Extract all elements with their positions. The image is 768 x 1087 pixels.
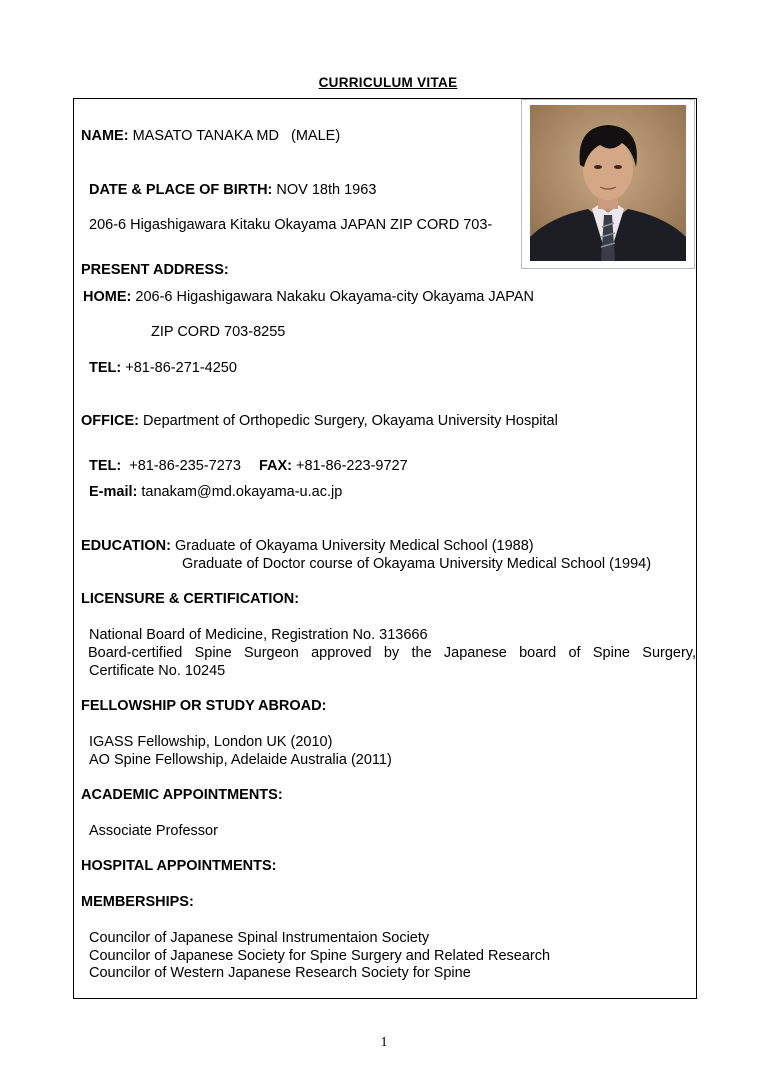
office-label: OFFICE: xyxy=(81,413,139,429)
office-line xyxy=(81,412,558,430)
name-value: MASATO TANAKA MD (MALE) xyxy=(132,128,341,144)
education-line xyxy=(81,537,534,555)
office-value: Department of Orthopedic Surgery, Okayama University Hospital xyxy=(143,413,558,429)
licensure-item: National Board of Medicine, Registration No. 313666 xyxy=(89,627,428,643)
home-tel-value: +81-86-271-4250 xyxy=(125,360,237,376)
office-tel-line xyxy=(89,457,408,475)
home-zip: ZIP CORD 703-8255 xyxy=(151,324,286,340)
academic-heading: ACADEMIC APPOINTMENTS: xyxy=(81,787,283,803)
birth-label: DATE & PLACE OF BIRTH: xyxy=(89,182,273,198)
home-tel-label: TEL: xyxy=(89,360,122,376)
membership-item: Councilor of Japanese Society for Spine Surgery and Related Research xyxy=(89,948,551,964)
office-tel-label: TEL: xyxy=(89,458,122,474)
hospital-heading: HOSPITAL APPOINTMENTS: xyxy=(81,858,277,874)
office-fax-value: +81-86-223-9727 xyxy=(296,458,408,474)
home-label: HOME: xyxy=(83,289,132,305)
fellowship-item: IGASS Fellowship, London UK (2010) xyxy=(89,734,333,750)
academic-item: Associate Professor xyxy=(89,823,218,839)
birth-address: 206-6 Higashigawara Kitaku Okayama JAPAN ZIP CORD 703- xyxy=(89,217,493,233)
home-line xyxy=(83,288,534,306)
name-label: NAME: xyxy=(81,128,129,144)
office-fax-label: FAX: xyxy=(258,458,292,474)
licensure-item: Certificate No. 10245 xyxy=(89,663,226,679)
office-email-value: tanakam@md.okayama-u.ac.jp xyxy=(141,484,343,500)
education-item: Graduate of Okayama University Medical School (1988) xyxy=(174,538,534,554)
document-title: CURRICULUM VITAE xyxy=(318,75,458,90)
portrait-photo-frame xyxy=(521,99,695,269)
membership-item: Councilor of Japanese Spinal Instrumentaion Society xyxy=(89,930,430,946)
portrait-photo xyxy=(530,105,686,261)
name-line xyxy=(81,127,340,145)
licensure-heading: LICENSURE & CERTIFICATION: xyxy=(81,591,300,607)
home-value: 206-6 Higashigawara Nakaku Okayama-city Okayama JAPAN xyxy=(135,289,535,305)
home-tel-line xyxy=(89,359,237,377)
office-email-label: E-mail: xyxy=(89,484,138,500)
membership-item: Councilor of Western Japanese Research Society for Spine xyxy=(89,965,471,981)
memberships-heading: MEMBERSHIPS: xyxy=(81,894,194,910)
education-label: EDUCATION: xyxy=(81,538,171,554)
office-email-line xyxy=(89,483,342,501)
birth-value: NOV 18th 1963 xyxy=(276,182,377,198)
birth-line xyxy=(89,181,376,199)
licensure-item: Board-certified Spine Surgeon approved by the Japanese board of Spine Surgery, xyxy=(88,645,696,661)
education-item: Graduate of Doctor course of Okayama University Medical School (1994) xyxy=(182,556,652,572)
present-address-heading: PRESENT ADDRESS: xyxy=(81,262,229,278)
fellowship-item: AO Spine Fellowship, Adelaide Australia (2011) xyxy=(89,752,392,768)
fellowship-heading: FELLOWSHIP OR STUDY ABROAD: xyxy=(81,698,327,714)
office-tel-value: +81-86-235-7273 xyxy=(129,458,241,474)
page-number: 1 xyxy=(380,1035,388,1050)
